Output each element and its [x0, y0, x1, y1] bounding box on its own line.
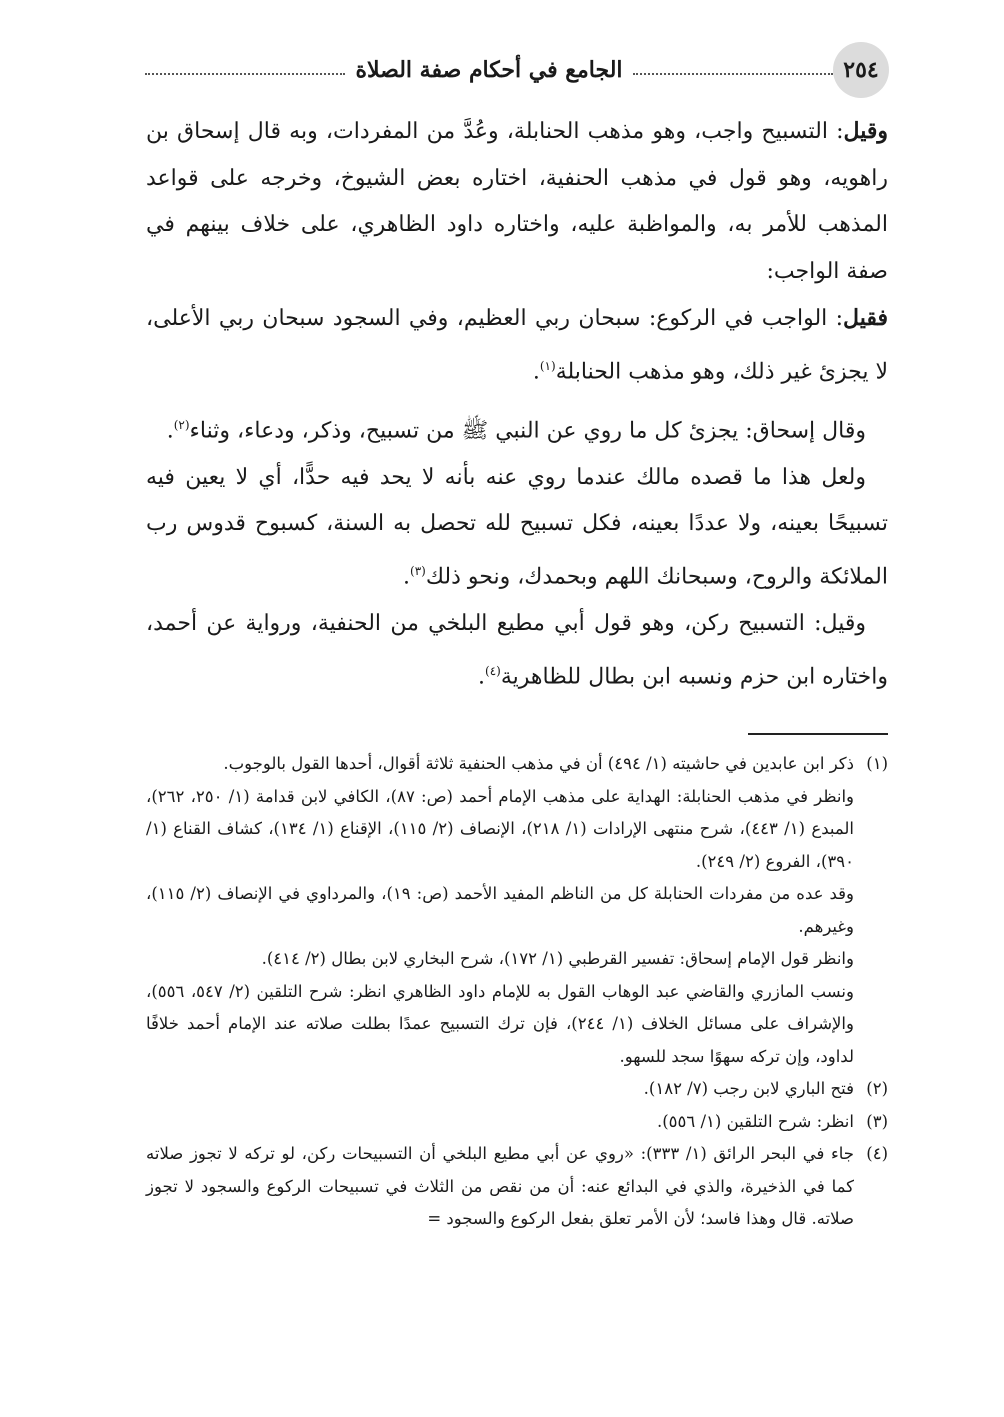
footnote-text: فتح الباري لابن رجب (٧/ ١٨٢). — [643, 1079, 854, 1098]
footnote-number: (٣) — [866, 1111, 888, 1131]
paragraph-text: : التسبيح واجب، وهو مذهب الحنابلة، وعُدَّ من المفردات، وبه قال إسحاق بن راهويه، وهو قول في مذهب الحنفية، اختاره بعض الشيوخ، وخرجه على قواعد المذهب للأمر به، والمواظبة عليه، واختاره داود الظاهري، على خلاف بينهم في صفة الواجب: — [146, 119, 888, 284]
footnote-line: ذكر ابن عابدين في حاشيته (١/ ٤٩٤) أن في مذهب الحنفية ثلاثة أقوال، أحدها القول بالوجوب. — [223, 754, 854, 773]
footnote-line: وقد عده من مفردات الحنابلة كل من الناظم المفيد الأحمد (ص: ١٩)، والمرداوي في الإنصاف (٢/ ١١٥)، وغيرهم. — [146, 884, 855, 936]
footnote-ref[interactable]: (١) — [539, 358, 556, 373]
footnote-line: وانظر في مذهب الحنابلة: الهداية على مذهب الإمام أحمد (ص: ٨٧)، الكافي لابن قدامة (١/ ٢٥٠، ٢٦٢)، المبدع (١/ ٤٤٣)، شرح منتهى الإرادات (١/ ٢١٨)، الإنصاف (٢/ ١١٥)، الإقناع (١/ ١٣٤)، كشاف القناع (١/ ٣٩٠)، الفروع (٢/ ٢٤٩). — [146, 786, 855, 871]
footnote-text — [146, 748, 854, 1073]
footnote-text: انظر: شرح التلقين (١/ ٥٥٦). — [656, 1111, 854, 1131]
keyword: فقيل — [843, 305, 888, 332]
footnote-1 — [146, 748, 888, 1073]
paragraph-2: فقيل: الواجب في الركوع: سبحان ربي العظيم، وفي السجود سبحان ربي الأعلى، لا يجزئ غير ذلك، وهو مذهب الحنابلة$^{(١)}$. — [146, 305, 888, 385]
paragraph-5: وقيل: التسبيح ركن، وهو قول أبي مطيع البلخي من الحنفية، ورواية عن أحمد، واختاره ابن حزم ونسبه ابن بطال للظاهرية$^{(٤)}$. — [146, 610, 888, 689]
paragraph-text: وقال إسحاق: يجزئ كل ما روي عن النبي ﷺ من تسبيح، وذكر، ودعاء، وثناء — [189, 418, 866, 444]
footnote-separator — [748, 733, 888, 735]
paragraph-1 — [146, 108, 888, 295]
footnote-ref[interactable]: (٣) — [410, 564, 426, 578]
footnote-number: (١) — [866, 754, 888, 773]
footnote-number: (٢) — [866, 1079, 888, 1098]
paragraph-text: ولعل هذا ما قصده مالك عندما روي عنه بأنه لا يحد فيه حدًّا، أي لا يعين فيه تسبيحًا بعينه، ولا عددًا بعينه، فكل تسبيح لله تحصل به السنة، كسبوح قدوس رب الملائكة والروح، وسبحانك اللهم وبحمدك، ونحو ذلك — [146, 464, 888, 590]
footnote-4 — [146, 1138, 888, 1236]
paragraph-3: وقال إسحاق: يجزئ كل ما روي عن النبي ﷺ من تسبيح، وذكر، ودعاء، وثناء$^{(٢)}$. — [166, 417, 866, 444]
paragraph-text: وقيل: التسبيح ركن، وهو قول أبي مطيع البلخي من الحنفية، ورواية عن أحمد، واختاره ابن حزم ونسبه ابن بطال للظاهرية — [146, 610, 888, 689]
footnote-3 — [146, 1106, 888, 1139]
header-dotted-leader — [633, 73, 833, 75]
footnote-2 — [146, 1073, 888, 1106]
footnote-text: جاء في البحر الرائق (١/ ٣٣٣): «روي عن أبي مطيع البلخي أن التسبيحات ركن، لو تركه لا تجوز صلاته كما في الذخيرة، والذي في البدائع عنه: أن من نقص من الثلاث في تسبيحات الركوع والسجود لا تجوز صلاته. قال وهذا فاسد؛ لأن الأمر تعلق بفعل الركوع والسجود = — [146, 1144, 854, 1228]
running-title: الجامع في أحكام صفة الصلاة — [355, 57, 623, 83]
footnotes — [146, 748, 888, 1236]
footnote-ref[interactable]: (٤) — [485, 663, 501, 678]
footnote-ref[interactable]: (٢) — [173, 417, 190, 432]
paragraph-4: ولعل هذا ما قصده مالك عندما روي عنه بأنه لا يحد فيه حدًّا، أي لا يعين فيه تسبيحًا بعينه، ولا عددًا بعينه، فكل تسبيح لله تحصل به السنة، كسبوح قدوس رب الملائكة والروح، وسبحانك اللهم وبحمدك، ونحو ذلك$^{(٣)}$. — [146, 464, 888, 590]
page-number: ٢٥٤ — [833, 42, 889, 98]
main-text — [146, 108, 888, 700]
page-header — [145, 40, 889, 100]
footnote-line: وانظر قول الإمام إسحاق: تفسير القرطبي (١/ ١٧٢)، شرح البخاري لابن بطال (٢/ ٤١٤). — [261, 949, 854, 968]
header-dotted-leader — [145, 73, 345, 75]
keyword: وقيل — [843, 118, 888, 144]
footnote-line: ونسب المازري والقاضي عبد الوهاب القول به للإمام داود الظاهري انظر: شرح التلقين (٢/ ٥٤٧، ٥٥٦)، والإشراف على مسائل الخلاف (١/ ٢٤٤)، فإن ترك التسبيح عمدًا بطلت صلاته عند الإمام أحمد خلافًا لداود، وإن تركه سهوًا سجد للسهو. — [146, 981, 854, 1066]
footnote-number: (٤) — [866, 1144, 888, 1163]
paragraph-text: : الواجب في الركوع: سبحان ربي العظيم، وفي السجود سبحان ربي الأعلى، لا يجزئ غير ذلك، وهو مذهب الحنابلة — [146, 306, 888, 385]
